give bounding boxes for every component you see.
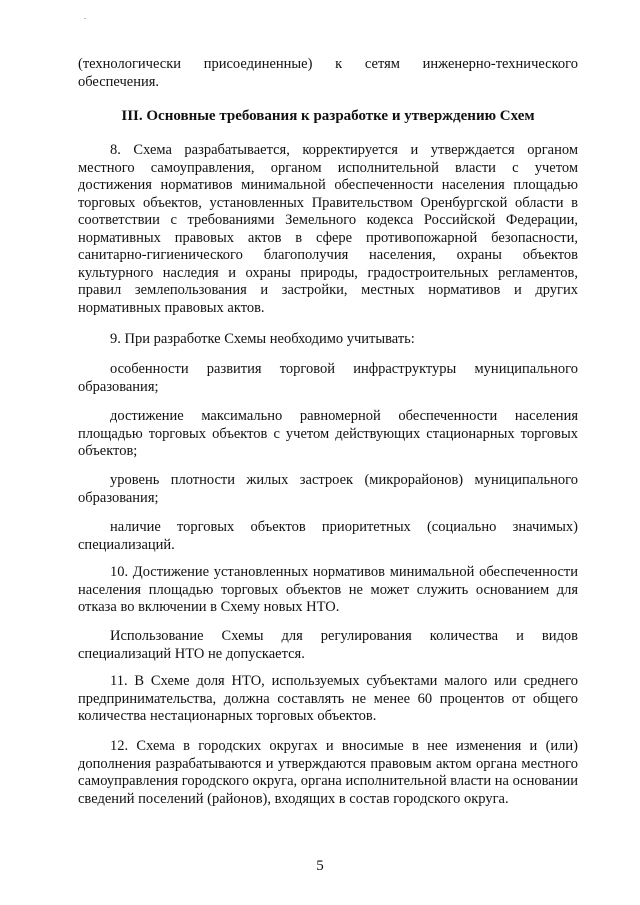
- paragraph-12: 12. Схема в городских округах и вносимые в нее изменения и (или) дополнения разрабатываются и утверждаются правовым актом органа местного самоуправления городского округа, органа исполнительной власти на основании сведений поселений (районов), входящих в состав городского округа.: [78, 738, 578, 807]
- paragraph-11: 11. В Схеме доля НТО, используемых субъектами малого или среднего предпринимательства, должна составлять не менее 60 процентов от общего количества нестационарных торговых объектов.: [78, 673, 578, 724]
- list-item-density: уровень плотности жилых застроек (микрорайонов) муниципального образования;: [78, 472, 578, 506]
- list-item-infrastructure: особенности развития торговой инфраструктуры муниципального образования;: [78, 361, 578, 395]
- paragraph-10: 10. Достижение установленных нормативов минимальной обеспеченности населения площадью торговых объектов не может служить основанием для отказа во включении в Схему новых НТО.: [78, 564, 578, 615]
- list-item-provision: достижение максимально равномерной обеспеченности населения площадью торговых объектов с учетом действующих стационарных торговых объектов;: [78, 408, 578, 459]
- paragraph-9: 9. При разработке Схемы необходимо учитывать:: [110, 331, 415, 347]
- page-number: 5: [316, 858, 324, 874]
- paragraph-10-usage: Использование Схемы для регулирования количества и видов специализаций НТО не допускается.: [78, 628, 578, 662]
- section-heading: III. Основные требования к разработке и утверждению Схем: [121, 108, 535, 124]
- scan-speck: [84, 18, 86, 19]
- list-item-specializations: наличие торговых объектов приоритетных (социально значимых) специализаций.: [78, 519, 578, 553]
- continuation-text: (технологически присоединенные) к сетям инженерно-технического обеспечения.: [78, 56, 578, 90]
- paragraph-8: 8. Схема разрабатывается, корректируется и утверждается органом местного самоуправления, органом исполнительной власти с учетом достижения нормативов минимальной обеспеченности населения площадью торговых объектов, установленных Правительством Оренбургской области в соответствии с требованиями Земельного кодекса Российской Федерации, нормативных правовых актов в сфере противопожарной безопасности, санитарно-гигиенического благополучия населения, охраны объектов культурного наследия и охраны природы, градостроительных регламентов, правил землепользования и застройки, местных нормативов и других нормативных правовых актов.: [78, 142, 578, 316]
